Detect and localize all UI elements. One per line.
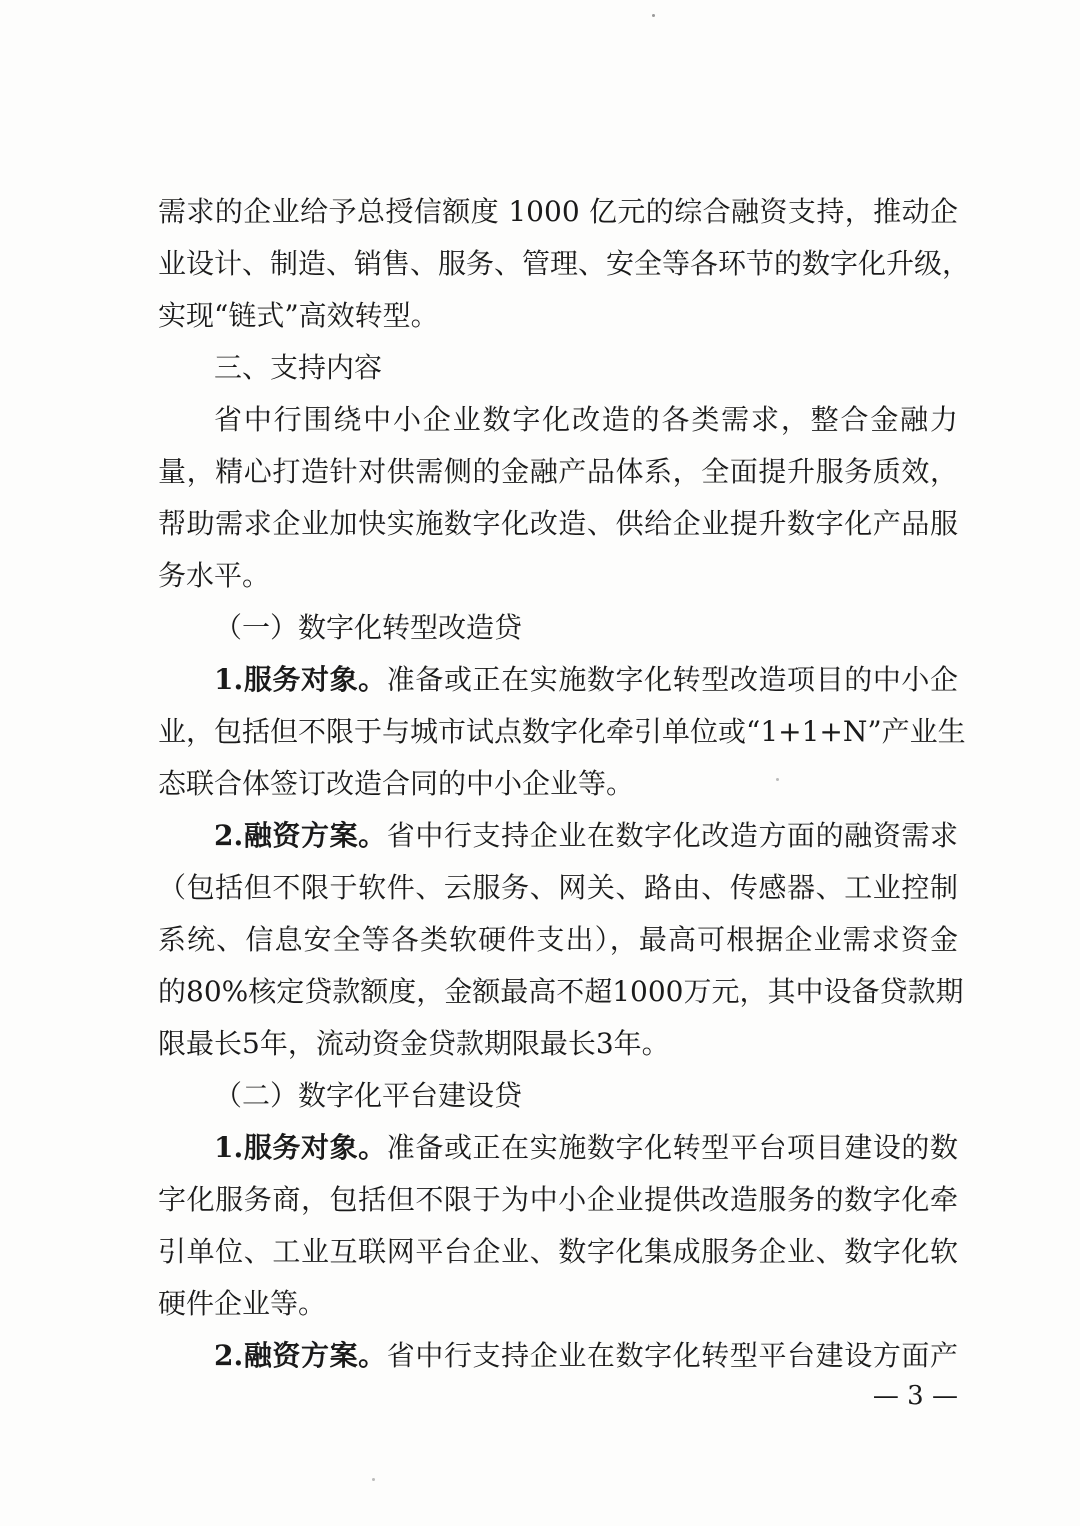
paragraph-line: 字化服务商，包括但不限于为中小企业提供改造服务的数字化牵 (158, 1183, 958, 1216)
paragraph-line: 硬件企业等。 (158, 1287, 327, 1320)
subheading-transformation-loan: （一）数字化转型改造贷 (214, 611, 523, 644)
paragraph-text: 准备或正在实施数字化转型改造项目的中小企 (386, 663, 958, 696)
bold-label-service-target: 1.服务对象。 (214, 1131, 387, 1164)
paragraph-line: 务水平。 (158, 559, 271, 592)
paragraph-line: 限最长5年，流动资金贷款期限最长3年。 (158, 1027, 670, 1060)
paragraph-line: （包括但不限于软件、云服务、网关、路由、传感器、工业控制 (158, 871, 958, 904)
scan-speck (776, 778, 779, 781)
paragraph-line-service-target-2 (158, 1122, 958, 1174)
paragraph-line-financing-plan-1 (158, 810, 958, 862)
paragraph-line: 省中行围绕中小企业数字化改造的各类需求，整合金融力 (214, 403, 958, 436)
paragraph-line: 实现“链式”高效转型。 (158, 299, 439, 332)
paragraph-line: 的80%核定贷款额度，金额最高不超1000万元，其中设备贷款期 (158, 975, 964, 1008)
paragraph-text: 准备或正在实施数字化转型平台项目建设的数 (386, 1131, 958, 1164)
scan-speck (372, 1478, 375, 1481)
paragraph-line: 态联合体签订改造合同的中小企业等。 (158, 767, 635, 800)
bold-label-financing-plan: 2.融资方案。 (214, 819, 387, 852)
paragraph-line: 业，包括但不限于与城市试点数字化牵引单位或“1+1+N”产业生 (158, 715, 966, 748)
paragraph-line-service-target-1 (158, 654, 958, 706)
paragraph-line: 业设计、制造、销售、服务、管理、安全等各环节的数字化升级， (158, 247, 971, 280)
section-heading-support-content: 三、支持内容 (214, 351, 383, 384)
scan-speck (652, 14, 655, 17)
paragraph-line: 需求的企业给予总授信额度 1000 亿元的综合融资支持，推动企 (158, 195, 958, 228)
paragraph-text: 省中行支持企业在数字化改造方面的融资需求 (386, 819, 958, 852)
paragraph-line: 帮助需求企业加快实施数字化改造、供给企业提升数字化产品服 (158, 507, 958, 540)
document-body (158, 186, 971, 1382)
paragraph-line: 量，精心打造针对供需侧的金融产品体系，全面提升服务质效， (158, 455, 958, 488)
bold-label-service-target: 1.服务对象。 (214, 663, 387, 696)
paragraph-line: 引单位、工业互联网平台企业、数字化集成服务企业、数字化软 (158, 1235, 958, 1268)
paragraph-line-financing-plan-2 (158, 1330, 958, 1382)
page-number: — 3 — (872, 1381, 958, 1411)
paragraph-text: 省中行支持企业在数字化转型平台建设方面产 (386, 1339, 958, 1372)
paragraph-line: 系统、信息安全等各类软硬件支出），最高可根据企业需求资金 (158, 923, 958, 956)
subheading-platform-loan: （二）数字化平台建设贷 (214, 1079, 523, 1112)
bold-label-financing-plan: 2.融资方案。 (214, 1339, 387, 1372)
